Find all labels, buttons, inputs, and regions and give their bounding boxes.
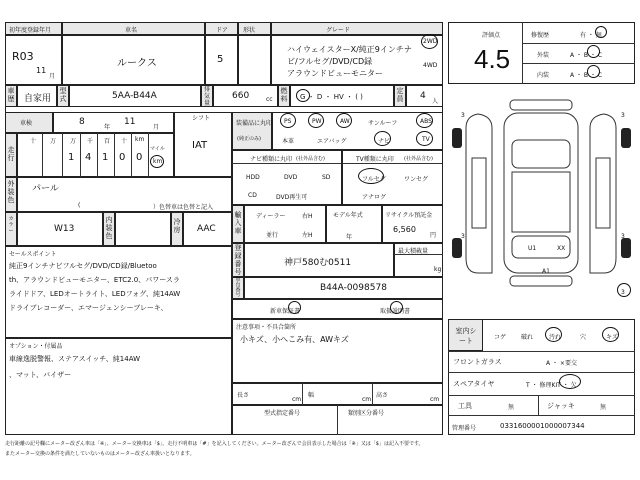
tire-label-fr: 3 — [621, 112, 625, 119]
car-front-bumper — [510, 100, 572, 110]
type-cert-sep — [337, 405, 338, 435]
equip-pw: PW — [312, 118, 322, 125]
tools-label: 工具 — [458, 402, 472, 410]
drive-2wd: 2WD — [423, 38, 438, 45]
new-car-warranty-circle — [288, 301, 301, 314]
mileage-sep-3 — [80, 133, 81, 177]
import-right: 右H — [302, 213, 313, 220]
selling-point-line-4: ドライブレコーダー、エマージェンシーブレーキ、 — [9, 304, 168, 312]
equip-aw: AW — [340, 118, 350, 125]
accessories-label: オプション・付属品 — [9, 343, 63, 350]
color-note: ）色替車は色替と記入 — [153, 204, 214, 211]
repair-options: 有 ・ 無 — [580, 32, 602, 39]
tv-oneseg: ワンセグ — [404, 176, 429, 183]
mileage-digit-1: 1 — [68, 152, 75, 163]
dimensions-row — [232, 383, 443, 405]
grade-score-divider — [522, 22, 523, 84]
jack-label: ジャッキ — [547, 402, 575, 410]
displacement-unit: cc — [266, 96, 273, 103]
panel-div-1 — [448, 351, 635, 352]
manual-circle — [390, 301, 403, 314]
tire-rear-left — [452, 238, 462, 258]
navi-dvd: DVD — [284, 174, 298, 181]
equip-navi: ナビ — [378, 138, 391, 145]
mileage-label: 走行 — [7, 146, 15, 162]
mileage-sep-6 — [131, 133, 132, 177]
grade-line-1: ハイウェイスターX/純正9インチナ — [287, 45, 412, 54]
warranty-row — [232, 299, 443, 319]
doors-label: ドア — [216, 27, 228, 34]
mileage-unit-2: 千 — [87, 138, 94, 145]
interior-label: 内装 — [537, 72, 550, 79]
grade-line-2: ビ/フルセグ/DVD/CD録 — [287, 57, 373, 66]
interior-sheet-label: 室内シート — [455, 327, 477, 345]
max-load-divider — [394, 254, 443, 255]
color-no-value: W13 — [54, 224, 75, 234]
repair-kit-circle — [559, 374, 581, 389]
model-label: 型式 — [59, 87, 67, 103]
equip-aw-circle — [336, 113, 352, 128]
equip-sunroof: サンルーフ — [368, 120, 398, 127]
exterior-options: A ・ B ・ C — [570, 52, 603, 59]
spare-tire-options: T ・ 修理KIT ・ 欠 — [526, 382, 577, 389]
equipment-label: 装備品に丸印 — [236, 120, 273, 127]
car-roof — [512, 172, 570, 232]
usage-label: 車歴 — [7, 87, 15, 103]
repair-label: 修復歴 — [531, 32, 550, 39]
grade-row-div-1 — [522, 43, 635, 44]
grade-label: グレード — [326, 27, 351, 34]
dim-sep-2 — [372, 383, 373, 405]
displacement-value: 660 — [232, 91, 250, 101]
dim-length-unit: cm — [292, 396, 302, 403]
exterior-label: 外装 — [537, 52, 550, 59]
inspection-month: 11 — [124, 117, 136, 127]
tire-label-rl: 3 — [461, 233, 465, 240]
selling-point-line-2: th、アラウンドビューモニター、ETC2.0、パワースラ — [9, 276, 180, 284]
sheet-koge: コゲ — [494, 334, 507, 341]
grade-label-cell — [271, 22, 443, 35]
model-year-unit: 年 — [346, 234, 353, 241]
model-value: 5AA-B44A — [112, 91, 157, 101]
mileage-sep-4 — [97, 133, 98, 177]
sheet-kizu: キズ — [606, 334, 618, 341]
inspection-label: 車検 — [20, 120, 33, 127]
fuel-g-circle — [296, 89, 310, 102]
ac-label: 冷房 — [173, 218, 181, 234]
navi-sd: SD — [322, 174, 331, 181]
car-left-side — [466, 114, 492, 273]
accessories-cell — [5, 338, 232, 435]
sheet-yogore: 汚れ — [549, 334, 562, 341]
first-reg-month-unit: 月 — [49, 73, 56, 80]
selling-point-line-3: ライドドア、LEDオートライト、LEDフォグ、純14AW — [9, 290, 181, 298]
sheet-ana: 穴 — [580, 334, 587, 341]
car-rear-bumper — [510, 276, 572, 286]
grade-score-value: 4.5 — [474, 44, 511, 74]
mileage-sep-2 — [62, 133, 63, 177]
car-top-body — [504, 113, 578, 273]
equip-abs-circle — [416, 113, 433, 128]
import-left: 左H — [302, 232, 313, 239]
tv-label: TV種類に丸印 — [356, 156, 394, 163]
ac-value: AAC — [197, 224, 216, 234]
spare-tire-circle — [617, 283, 631, 297]
capacity-label: 定員 — [396, 87, 404, 103]
accessories-line-1: 車線逸脱警報、ステアスイッチ、純14AW — [9, 355, 141, 363]
mileage-cell — [17, 133, 174, 177]
windshield-label: フロントガラス — [453, 358, 502, 366]
type-cert-label: 型式指定番号 — [264, 410, 301, 417]
management-label: 管理番号 — [452, 425, 477, 432]
equip-ps: PS — [284, 118, 292, 125]
panel-div-4 — [448, 415, 635, 416]
tire-label-spare: 3 — [621, 289, 625, 296]
fuel-label: 燃料 — [280, 87, 288, 103]
repair-circle — [595, 26, 607, 38]
equipment-sublabel: (純正のみ) — [237, 136, 261, 142]
spare-tire-label: スペアタイヤ — [453, 380, 495, 388]
equip-abs: ABS — [420, 118, 432, 125]
inspection-year-unit: 年 — [104, 124, 111, 131]
mileage-unit-5: km — [135, 136, 145, 143]
equip-leather: 本革 — [282, 138, 295, 145]
mileage-digit-4: 0 — [119, 152, 126, 163]
sheet-kizu-circle — [602, 327, 619, 342]
dim-width-unit: cm — [362, 396, 372, 403]
footer-line-1: 走行距離の記号欄にメーター改ざん車は「※」、メーター交換車は「$」、走行不明車は「#」を記入してください。メーター改ざんで会員表示した場合は「※」又は「$」は記入不要です。 — [5, 441, 424, 447]
grade-row-div-2 — [522, 63, 635, 64]
mileage-km-circle — [150, 155, 164, 168]
capacity-unit: 人 — [432, 98, 439, 105]
import-label: 輸入車 — [234, 211, 242, 235]
tire-label-fl: 3 — [461, 112, 465, 119]
color-value: パール — [32, 184, 59, 194]
mileage-unit-3: 百 — [104, 138, 111, 145]
displacement-label: 排気量 — [203, 86, 210, 107]
management-value: 0331600001000007344 — [500, 422, 585, 430]
mileage-sep-5 — [114, 133, 115, 177]
usage-value: 自家用 — [24, 94, 52, 104]
navi-hdd: HDD — [246, 174, 260, 181]
tire-label-rr: 3 — [621, 233, 625, 240]
selling-points-label: セールスポイント — [9, 251, 57, 258]
mileage-small-1: 十 — [30, 138, 37, 145]
mileage-digit-2: 4 — [85, 152, 92, 163]
equip-tv: TV — [422, 136, 430, 143]
navi-sub: (社外品含む) — [296, 156, 325, 162]
model-year-label: モデル年式 — [333, 212, 363, 219]
mark-xx: XX — [557, 245, 566, 252]
panel-div-2 — [448, 372, 635, 373]
tools-sep — [538, 395, 539, 415]
notes-label: 注意事項・不具合箇所 — [236, 324, 297, 331]
car-right-window — [596, 158, 610, 228]
interior-color-cell — [115, 212, 171, 246]
mileage-sep-7 — [148, 133, 149, 177]
tv-fullseg-circle — [358, 168, 384, 184]
import-parallel: 並行 — [266, 232, 279, 239]
mileage-unit-4: 十 — [121, 138, 128, 145]
footer-line-2: またメーター交換の条件を満たしていないものはメーター改ざん車扱いとなります。 — [5, 451, 195, 457]
car-right-side — [590, 114, 616, 273]
recycle-unit: 円 — [430, 232, 437, 239]
inspection-year: 8 — [79, 117, 85, 127]
dim-height-unit: cm — [430, 396, 440, 403]
reg-label: 登録番号 — [234, 244, 242, 276]
mileage-small-2: 万 — [50, 138, 57, 145]
inspection-month-unit: 月 — [153, 124, 160, 131]
navi-cd: CD — [248, 192, 257, 199]
tv-fullseg: フルセグ — [362, 176, 386, 183]
max-load-unit: kg — [434, 266, 442, 273]
import-dealer: ディーラー — [256, 213, 286, 220]
tools-value: 無 — [508, 404, 515, 411]
doors-value: 5 — [217, 54, 224, 65]
mileage-sep-1 — [42, 133, 43, 177]
panel-div-3 — [448, 395, 635, 396]
first-reg-year: R03 — [12, 50, 34, 63]
car-left-window — [472, 158, 486, 228]
equip-pw-circle — [308, 113, 324, 128]
max-load-label: 最大積載量 — [398, 248, 429, 255]
exterior-circle — [587, 45, 600, 58]
drive-4wd: 4WD — [423, 62, 438, 69]
sheet-yabure: 破れ — [521, 334, 534, 341]
capacity-value: 4 — [420, 91, 426, 101]
grade-line-3: アラウンドビューモニター — [287, 69, 383, 78]
equip-airbag: エアバッグ — [317, 138, 347, 145]
first-reg-label: 初年度登録年月 — [9, 27, 52, 34]
car-name: ルークス — [117, 58, 157, 69]
selling-point-line-1: 純正9インチナビフルセグ/DVD/CD録/Bluetoo — [9, 262, 157, 270]
tire-front-right — [621, 128, 631, 148]
manual: 取扱説明書 — [380, 308, 411, 315]
interior-color-label: 内装色 — [105, 216, 113, 240]
shift-value: IAT — [192, 140, 208, 151]
dim-sep-1 — [302, 383, 303, 405]
equip-tv-circle — [416, 131, 433, 146]
first-reg-month: 11 — [36, 66, 47, 75]
dim-width-label: 幅 — [308, 392, 315, 399]
jack-value: 無 — [600, 404, 607, 411]
color-paren: ( — [78, 202, 81, 209]
grade-score-label: 評価点 — [482, 32, 501, 39]
shape-label: 形状 — [243, 27, 256, 34]
navi-dvd-play: DVD再生可 — [276, 194, 308, 201]
interior-options: A ・ B ・ C — [570, 72, 603, 79]
reg-value: 神戸580む0511 — [284, 258, 352, 268]
shift-label: シフト — [192, 115, 211, 122]
chassis-value: B44A-0098578 — [320, 283, 387, 293]
navi-label: ナビ種類に丸印 — [250, 156, 293, 163]
recycle-label: リサイクル預託金 — [385, 212, 433, 219]
tv-analog: アナログ — [362, 194, 387, 201]
shape-cell — [238, 35, 271, 85]
sheet-yogore-circle — [545, 327, 562, 342]
windshield-options: A ・ ×要交 — [546, 360, 577, 367]
equip-navi-circle — [374, 131, 391, 146]
new-car-warranty: 新車保証書 — [270, 308, 301, 315]
tire-front-left — [452, 128, 462, 148]
dim-length-label: 長さ — [237, 392, 250, 399]
mileage-mile-label: マイル — [150, 146, 165, 152]
car-diagram — [448, 98, 635, 318]
dim-height-label: 高さ — [376, 392, 389, 399]
color-label: 外装色 — [7, 180, 15, 204]
mark-a1: A1 — [542, 268, 550, 275]
equip-ps-circle — [280, 113, 296, 128]
chassis-label: 車台番号 — [235, 277, 241, 298]
mileage-digit-3: 1 — [102, 152, 109, 163]
mileage-km-label: km — [153, 158, 163, 165]
accessories-line-2: 、マット、バイザー — [9, 371, 72, 379]
category-label: 類別区分番号 — [348, 410, 385, 417]
fuel-options: G ・ D ・ HV ・ ( ) — [300, 93, 363, 101]
recycle-value: 6,560 — [393, 225, 416, 234]
mileage-unit-1: 万 — [70, 138, 77, 145]
mileage-digit-5: 0 — [136, 152, 143, 163]
tv-sub: (社外品含む) — [404, 156, 433, 162]
notes-value: 小キズ、小へこみ有、AWキズ — [240, 335, 349, 344]
mark-u1: U1 — [528, 245, 537, 252]
interior-circle — [587, 65, 600, 78]
car-windshield — [512, 140, 570, 168]
tire-rear-right — [621, 238, 631, 258]
car-name-label: 車名 — [125, 27, 138, 34]
color-no-label: カラー — [8, 216, 14, 234]
